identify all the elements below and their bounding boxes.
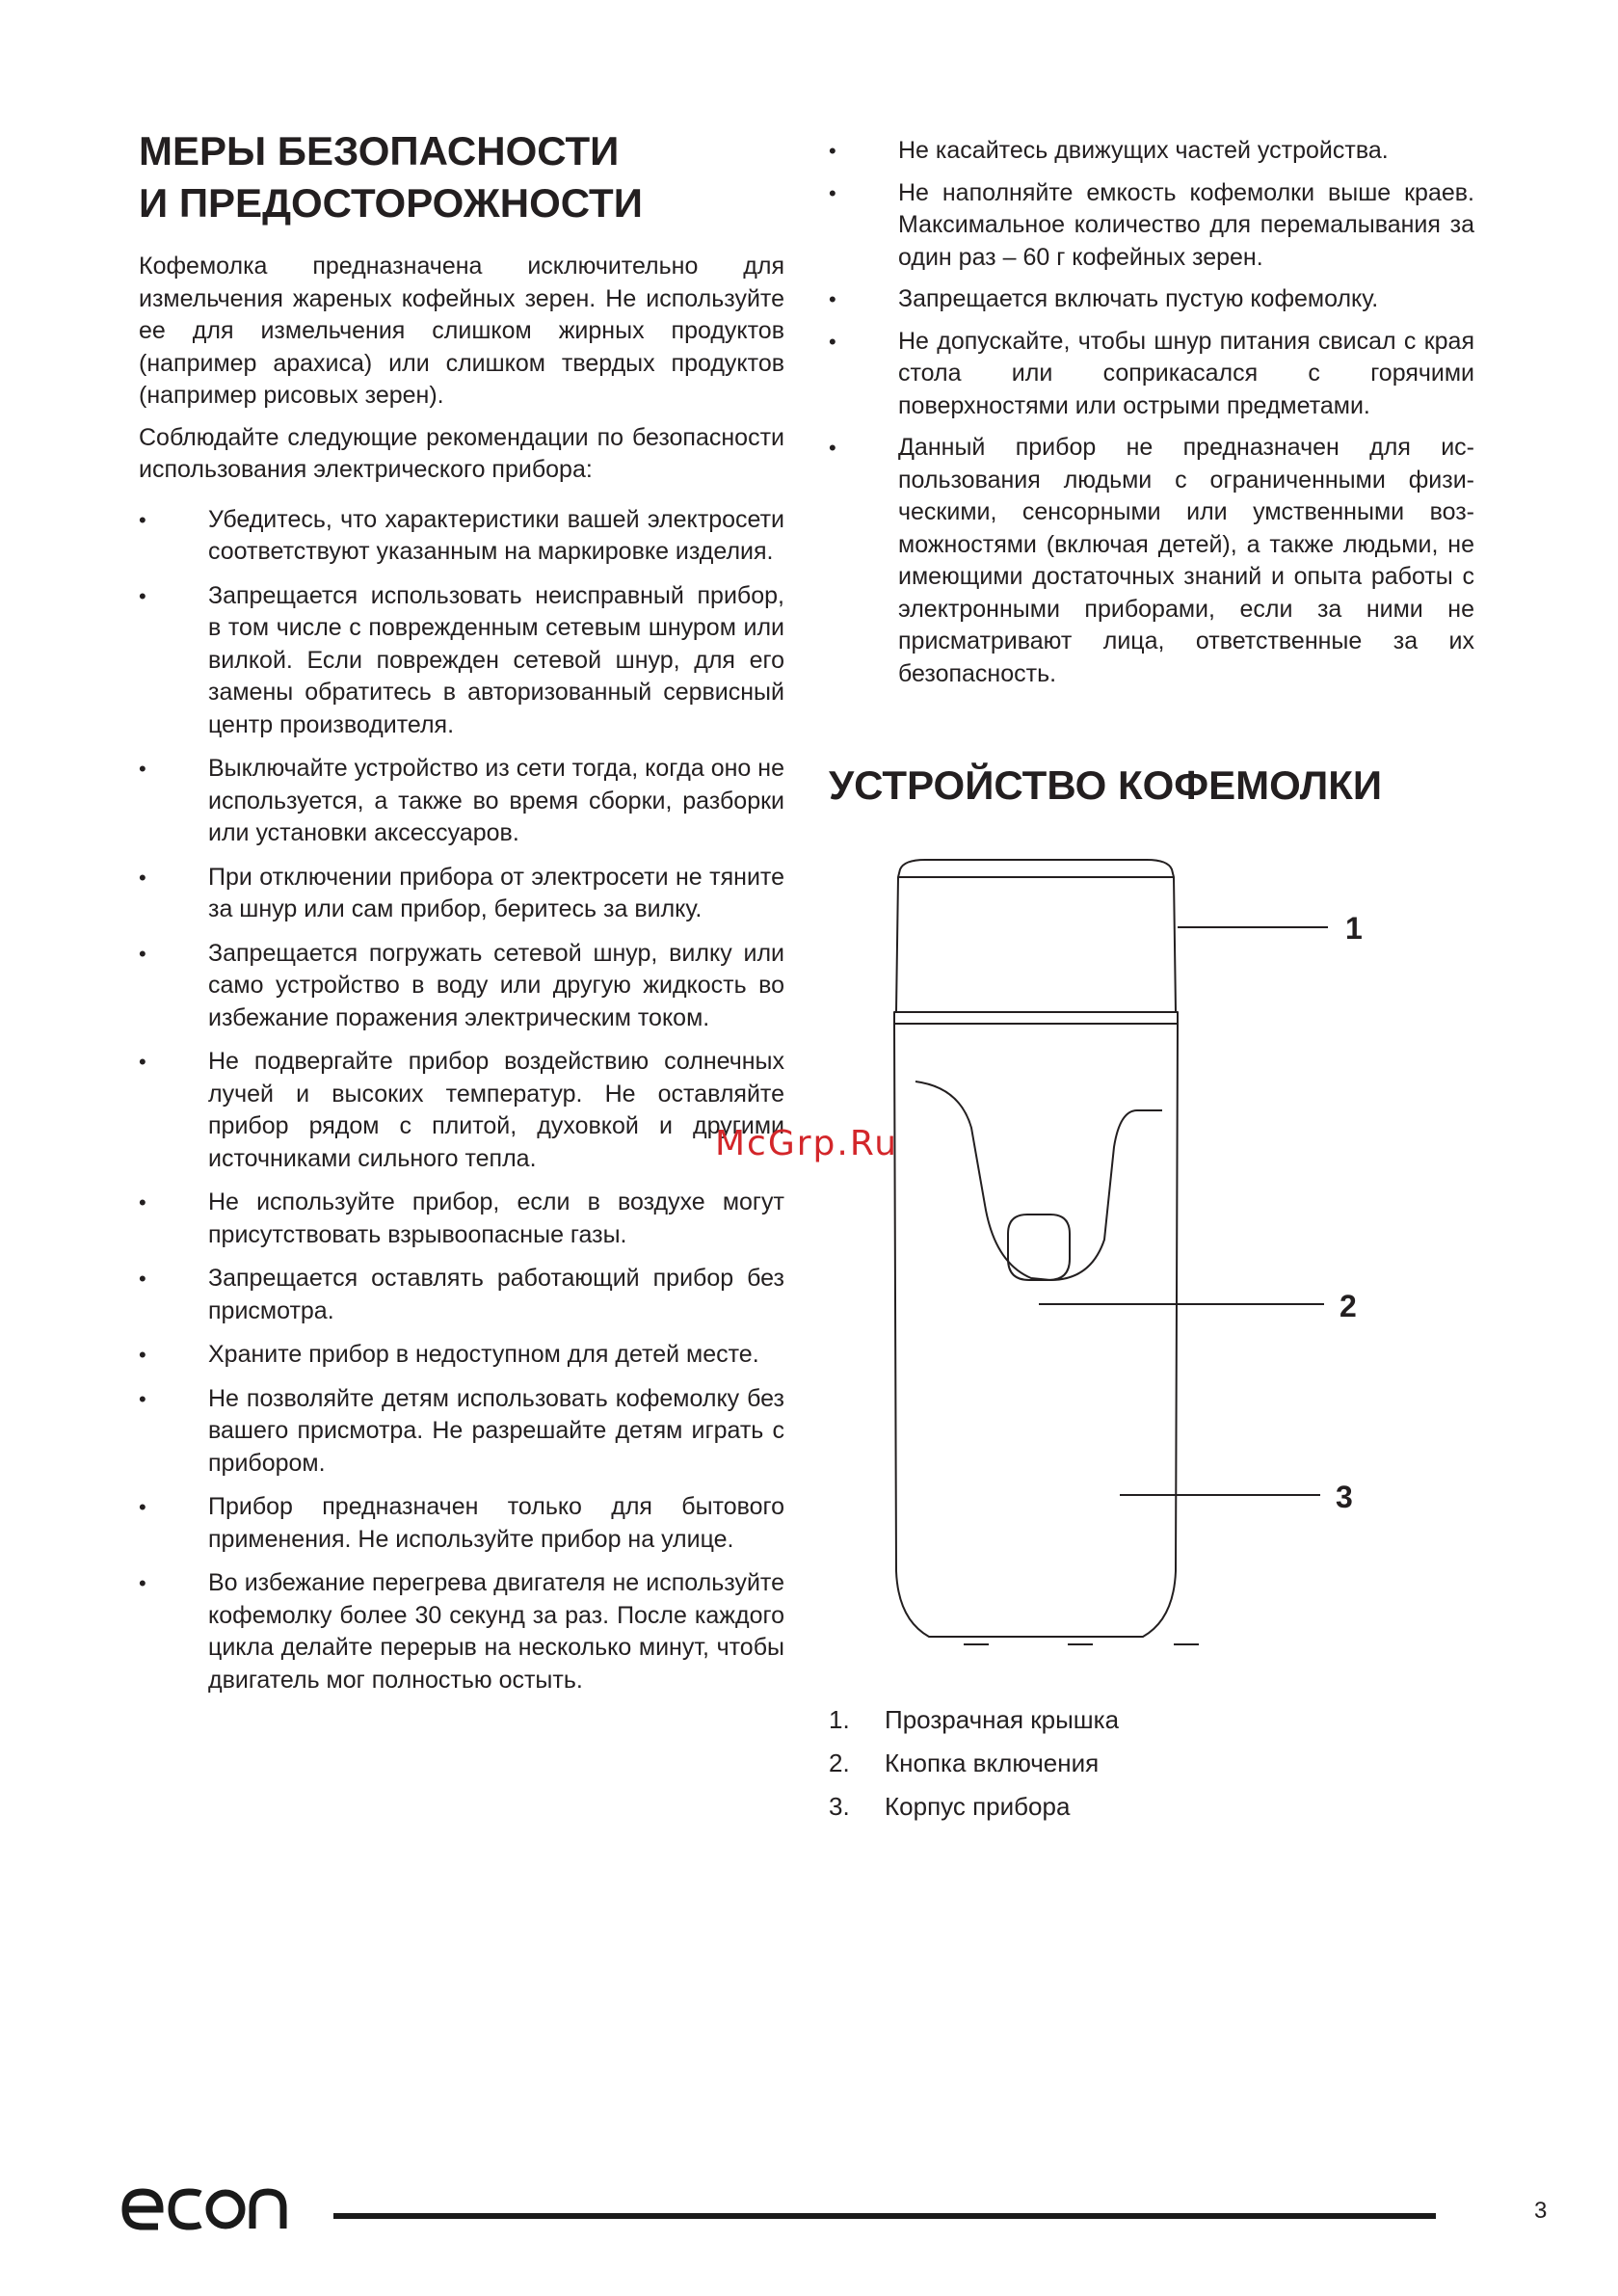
list-item	[139, 504, 784, 569]
bullet-icon: •	[829, 139, 836, 163]
page-number: 3	[1534, 2198, 1548, 2224]
parts-list	[829, 1698, 1119, 1829]
part-label: Прозрачная крышка	[885, 1705, 1120, 1734]
callout-label-1: 1	[1345, 911, 1363, 946]
bullet-icon: •	[139, 583, 146, 608]
bullet-icon: •	[829, 329, 836, 354]
list-item-text: Во избежание перегрева двигателя не используйте кофемолку более 30 секунд за раз. После каждого цикла делайте перерыв на несколько минут, чтобы двигатель мог полностью остыть.	[208, 1569, 784, 1694]
safety-title	[139, 125, 784, 229]
list-number: 2.	[829, 1749, 850, 1777]
body-recess-outline	[915, 1081, 1162, 1280]
bullet-icon: •	[139, 1190, 146, 1215]
list-item	[829, 283, 1474, 316]
bullet-icon: •	[829, 180, 836, 205]
list-item-text: Убедитесь, что характеристики вашей электросети соответствуют указанным на маркировке изделия.	[208, 505, 784, 565]
list-item-text: Не подвергайте прибор воздействию солнечных лучей и высоких температур. Не оставляйте прибор рядом с плитой, духовкой и другими источниками сильного тепла.	[208, 1048, 784, 1172]
bullet-icon: •	[139, 1343, 146, 1367]
list-item	[139, 1383, 784, 1481]
callout-label-2: 2	[1339, 1289, 1357, 1323]
bullet-icon: •	[139, 941, 146, 966]
footer-rule	[333, 2213, 1436, 2219]
safety-list-continued	[829, 135, 1474, 690]
list-item-text: Выключайте устройство из сети тогда, когда оно не используется, а также во время сборки, разборки или установки аксессуаров.	[208, 755, 784, 846]
list-item	[139, 862, 784, 926]
lid-outline	[896, 877, 1176, 1012]
list-item-text: Не допускайте, чтобы шнур питания свисал с края стола или соприкасался с горячими поверхностями или острыми предметами.	[898, 327, 1474, 419]
bullet-icon: •	[139, 507, 146, 532]
part-label: Кнопка включения	[885, 1749, 1100, 1777]
list-item	[139, 1491, 784, 1556]
list-item	[829, 1698, 1119, 1742]
watermark: McGrp.Ru	[715, 1124, 899, 1163]
list-item-text: Храните прибор в недоступном для детей месте.	[208, 1341, 759, 1368]
list-item	[829, 177, 1474, 275]
bullet-icon: •	[139, 865, 146, 890]
list-item-text: Запрещается включать пустую кофемолку.	[898, 285, 1379, 312]
list-item	[139, 1263, 784, 1327]
list-item	[829, 326, 1474, 423]
list-item	[139, 1187, 784, 1251]
list-item	[139, 1567, 784, 1696]
part-label: Корпус прибора	[885, 1792, 1071, 1821]
list-item	[139, 580, 784, 742]
list-item-text: Прибор предназначен только для бытового применения. Не используйте прибор на улице.	[208, 1493, 784, 1553]
list-item-text: Данный прибор не предназначен для использования людьми с ограниченными физическими, сенсорными или умственными возможностями (включая детей), а также людьми, не имеющими достаточных знаний и опыта работы с электронными приборами, если за ними не присматривают лица, ответственные за их безопасность.	[898, 434, 1474, 687]
bullet-icon: •	[139, 1267, 146, 1291]
list-item	[829, 1785, 1119, 1829]
safety-title-line1: МЕРЫ БЕЗОПАСНОСТИ	[139, 128, 620, 174]
list-item	[139, 938, 784, 1035]
device-title: УСТРОЙСТВО КОФЕМОЛКИ	[829, 762, 1383, 808]
list-item	[139, 753, 784, 850]
body-outline	[894, 1024, 1178, 1637]
lid-top-rim	[898, 860, 1174, 877]
lid-joint	[894, 1012, 1178, 1024]
right-column	[829, 135, 1474, 812]
list-item	[139, 1046, 784, 1175]
list-item	[829, 432, 1474, 690]
list-item-text: Не наполняйте емкость кофемолки выше краев. Максимальное количество для перемалывания за один раз – 60 г кофейных зерен.	[898, 178, 1474, 271]
list-number: 1.	[829, 1705, 850, 1734]
list-item-text: Не касайтесь движущих частей устройства.	[898, 137, 1389, 164]
list-item	[139, 1339, 784, 1372]
safety-list	[139, 504, 784, 1697]
intro-paragraph-2: Соблюдайте следующие рекомендации по безопасности использования электрического прибора:	[139, 423, 784, 483]
bullet-icon: •	[829, 436, 836, 460]
bullet-icon: •	[139, 1050, 146, 1074]
list-item-text: Не позволяйте детям использовать кофемолку без вашего присмотра. Не разрешайте детям играть с прибором.	[208, 1384, 784, 1477]
list-item-text: Не используйте прибор, если в воздухе могут присутствовать взрывоопасные газы.	[208, 1188, 784, 1248]
left-column	[139, 125, 784, 1696]
list-item-text: При отключении прибора от электросети не тяните за шнур или сам прибор, беритесь за вилку.	[208, 863, 784, 922]
list-item	[829, 1742, 1119, 1785]
list-number: 3.	[829, 1792, 850, 1821]
list-item-text: Запрещается использовать неисправный прибор, в том числе с поврежденным сетевым шнуром или вилкой. Если поврежден сетевой шнур, для его замены обратитесь в авторизованный сервисный центр производителя.	[208, 581, 784, 738]
coffee-grinder-diagram	[867, 858, 1388, 1648]
bullet-icon: •	[139, 1495, 146, 1519]
econ-logo	[118, 2180, 291, 2238]
bullet-icon: •	[829, 287, 836, 311]
list-item-text: Запрещается погружать сетевой шнур, вилку или само устройство в воду или другую жидкость во избежание поражения электрическим током.	[208, 939, 784, 1031]
callout-label-3: 3	[1336, 1480, 1353, 1514]
bullet-icon: •	[139, 1571, 146, 1595]
list-item-text: Запрещается оставлять работающий прибор без присмотра.	[208, 1265, 784, 1324]
bullet-icon: •	[139, 757, 146, 781]
intro-paragraph-1: Кофемолка предназначена исключительно для измельчения жареных кофейных зерен. Не используйте ее для измельчения слишком жирных продуктов (например арахиса) или слишком твердых продуктов (например рисовых зерен).	[139, 253, 784, 409]
list-item	[829, 135, 1474, 168]
bullet-icon: •	[139, 1386, 146, 1411]
safety-title-line2: И ПРЕДОСТОРОЖНОСТИ	[139, 180, 643, 226]
